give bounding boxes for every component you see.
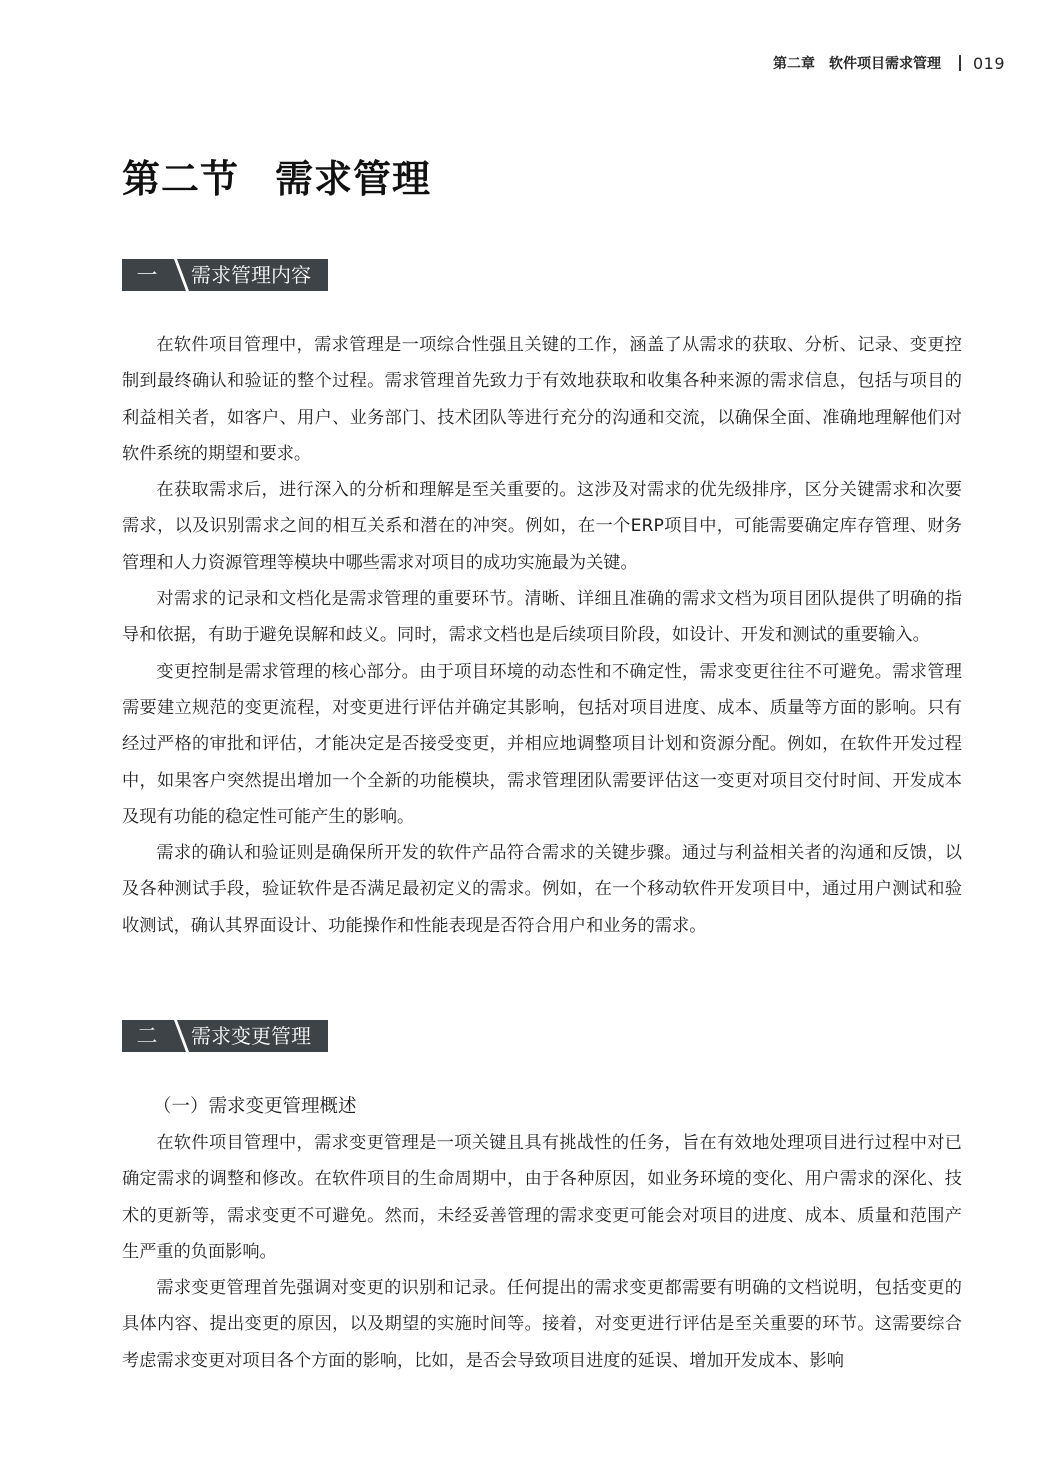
slash-divider-icon (172, 259, 192, 291)
paragraph: 在软件项目管理中，需求变更管理是一项关键且具有挑战性的任务，旨在有效地处理项目进行过程中对已确定需求的调整和修改。在软件项目的生命周期中，由于各种原因，如业务环境的变化、用户需求的深化、技术的更新等，需求变更不可避免。然而，未经妥善管理的需求变更可能会对项目的进度、成本、质量和范围产生严重的负面影响。 (122, 1133, 962, 1262)
subsection-heading-1 (122, 259, 328, 291)
paragraph: 对需求的记录和文档化是需求管理的重要环节。清晰、详细且准确的需求文档为项目团队提供了明确的指导和依据，有助于避免误解和歧义。同时，需求文档也是后续项目阶段，如设计、开发和测试的重要输入。 (122, 589, 962, 646)
subsection-heading-2 (122, 1020, 328, 1052)
subsection-number: 二 (136, 1024, 158, 1048)
body-text-section-2 (122, 1125, 962, 1379)
running-header (773, 53, 1005, 73)
paragraph: 需求变更管理首先强调对变更的识别和记录。任何提出的需求变更都需要有明确的文档说明，包括变更的具体内容、提出变更的原因，以及期望的实施时间等。接着，对变更进行评估是至关重要的环节。这需要综合考虑需求变更对项目各个方面的影响，比如，是否会导致项目进度的延误、增加开发成本、影响 (122, 1278, 962, 1371)
body-text-section-1 (122, 327, 962, 944)
section-title (122, 148, 431, 203)
paragraph: 在软件项目管理中，需求管理是一项综合性强且关键的工作，涵盖了从需求的获取、分析、记录、变更控制到最终确认和验证的整个过程。需求管理首先致力于有效地获取和收集各种来源的需求信息，包括与项目的利益相关者，如客户、用户、业务部门、技术团队等进行充分的沟通和交流，以确保全面、准确地理解他们对软件系统的期望和要求。 (122, 335, 962, 464)
sub-subsection-title: （一）需求变更管理概述 (153, 1096, 357, 1117)
subsection-title: 需求变更管理 (191, 1024, 311, 1048)
page-number: 019 (972, 53, 1005, 73)
chapter-number: 第二章 (772, 56, 815, 72)
subsection-number: 一 (136, 263, 158, 287)
paragraph: 变更控制是需求管理的核心部分。由于项目环境的动态性和不确定性，需求变更往往不可避免。需求管理需要建立规范的变更流程，对变更进行评估并确定其影响，包括对项目进度、成本、质量等方面的影响。只有经过严格的审批和评估，才能决定是否接受变更，并相应地调整项目计划和资源分配。例如，在软件开发过程中，如果客户突然提出增加一个全新的功能模块，需求管理团队需要评估这一变更对项目交付时间、开发成本及现有功能的稳定性可能产生的影响。 (122, 661, 962, 827)
section-heading: 需求管理 (275, 157, 432, 201)
slash-divider-icon (172, 1020, 192, 1052)
paragraph: 需求的确认和验证则是确保所开发的软件产品符合需求的关键步骤。通过与利益相关者的沟通和反馈，以及各种测试手段，验证软件是否满足最初定义的需求。例如，在一个移动软件开发项目中，通过用户测试和验收测试，确认其界面设计、功能操作和性能表现是否符合用户和业务的需求。 (122, 843, 962, 936)
section-number: 第二节 (122, 157, 240, 201)
header-divider (959, 55, 961, 71)
subsection-title: 需求管理内容 (191, 263, 311, 287)
chapter-title: 软件项目需求管理 (828, 56, 941, 72)
paragraph: 在获取需求后，进行深入的分析和理解是至关重要的。这涉及对需求的优先级排序，区分关键需求和次要需求，以及识别需求之间的相互关系和潜在的冲突。例如，在一个ERP项目中，可能需要确定库存管理、财务管理和人力资源管理等模块中哪些需求对项目的成功实施最为关键。 (122, 480, 962, 573)
